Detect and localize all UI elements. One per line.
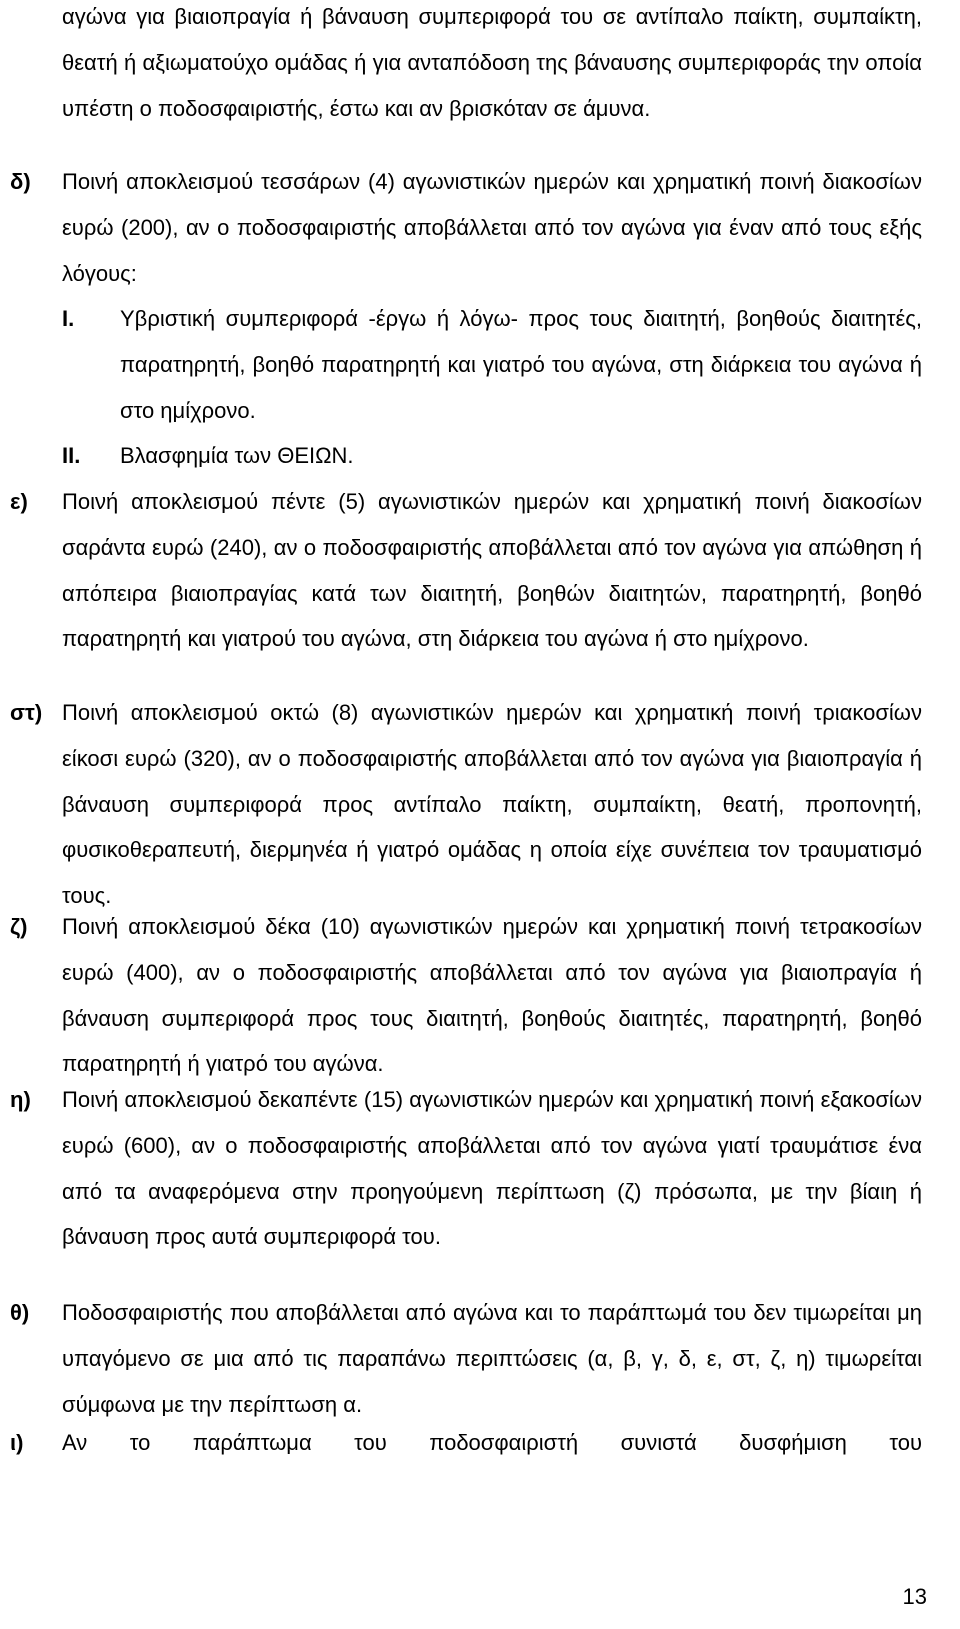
item-marker-e: ε) bbox=[10, 489, 28, 514]
item-text-th: Ποδοσφαιριστής που αποβάλλεται από αγώνα και το παράπτωμά του δεν τιμωρείται μη υπαγόμενο σε μια από τις παραπάνω περιπτώσεις (α, β, γ, δ, ε, στ, ζ, η) τιμωρείται σύμφωνα με την περίπτωση α. bbox=[62, 1300, 922, 1417]
subitem-marker-i: I. bbox=[62, 306, 75, 331]
continuation-paragraph: αγώνα για βιαιοπραγία ή βάναυση συμπεριφορά του σε αντίπαλο παίκτη, συμπαίκτη, θεατή ή αξιωματούχο ομάδας ή για ανταπόδοση της βάναυσης συμπεριφοράς την οποία υπέστη ο ποδοσφαιριστής, έστω και αν βρισκόταν σε άμυνα. bbox=[62, 4, 922, 121]
item-text-d: Ποινή αποκλεισμού τεσσάρων (4) αγωνιστικών ημερών και χρηματική ποινή διακοσίων ευρώ (200), αν ο ποδοσφαιριστής αποβάλλεται από τον αγώνα για έναν από τους εξής λόγους: bbox=[62, 169, 922, 286]
subitem-text-i: Υβριστική συμπεριφορά -έργω ή λόγω- προς τους διαιτητή, βοηθούς διαιτητές, παρατηρητή, βοηθό παρατηρητή και γιατρό του αγώνα, στη διάρκεια του αγώνα ή στο ημίχρονο. bbox=[120, 306, 922, 423]
item-marker-z: ζ) bbox=[10, 914, 28, 939]
item-text-h: Ποινή αποκλεισμού δεκαπέντε (15) αγωνιστικών ημερών και χρηματική ποινή εξακοσίων ευρώ (600), αν ο ποδοσφαιριστής αποβάλλεται από τον αγώνα γιατί τραυμάτισε ένα από τα αναφερόμενα στην προηγούμενη περίπτωση (ζ) πρόσωπα, με την βίαιη ή βάναυση προς αυτά συμπεριφορά του. bbox=[62, 1087, 922, 1250]
item-text-e: Ποινή αποκλεισμού πέντε (5) αγωνιστικών ημερών και χρηματική ποινή διακοσίων σαράντα ευρώ (240), αν ο ποδοσφαιριστής αποβάλλεται από τον αγώνα για απώθηση ή απόπειρα βιαιοπραγίας κατά των διαιτητή, βοηθών διαιτητών, παρατηρητή, βοηθό παρατηρητή και γιατρού του αγώνα, στη διάρκεια του αγώνα ή στο ημίχρονο. bbox=[62, 489, 922, 652]
item-text-i: Αν το παράπτωμα του ποδοσφαιριστή συνιστά δυσφήμιση του bbox=[62, 1430, 922, 1455]
item-text-st: Ποινή αποκλεισμού οκτώ (8) αγωνιστικών ημερών και χρηματική ποινή τριακοσίων είκοσι ευρώ (320), αν ο ποδοσφαιριστής αποβάλλεται από τον αγώνα για βιαιοπραγία ή βάναυση συμπεριφορά προς αντίπαλο παίκτη, συμπαίκτη, θεατή, προπονητή, φυσικοθεραπευτή, διερμηνέα ή γιατρό ομάδας η οποία είχε συνέπεια τον τραυματισμό τους. bbox=[62, 700, 922, 909]
item-marker-st: στ) bbox=[10, 700, 43, 725]
subitem-marker-ii: II. bbox=[62, 443, 81, 468]
item-marker-d: δ) bbox=[10, 169, 31, 194]
item-text-z: Ποινή αποκλεισμού δέκα (10) αγωνιστικών ημερών και χρηματική ποινή τετρακοσίων ευρώ (400), αν ο ποδοσφαιριστής αποβάλλεται από τον αγώνα για βιαιοπραγία ή βάναυση συμπεριφορά προς τους διαιτητή, βοηθούς διαιτητές, παρατηρητή, βοηθό παρατηρητή ή γιατρό του αγώνα. bbox=[62, 914, 922, 1077]
item-marker-th: θ) bbox=[10, 1300, 30, 1325]
item-marker-h: η) bbox=[10, 1087, 31, 1112]
item-marker-i: ι) bbox=[10, 1430, 24, 1455]
page-number: 13 bbox=[902, 1584, 927, 1609]
subitem-text-ii: Βλασφημία των ΘΕΙΩΝ. bbox=[120, 443, 354, 468]
